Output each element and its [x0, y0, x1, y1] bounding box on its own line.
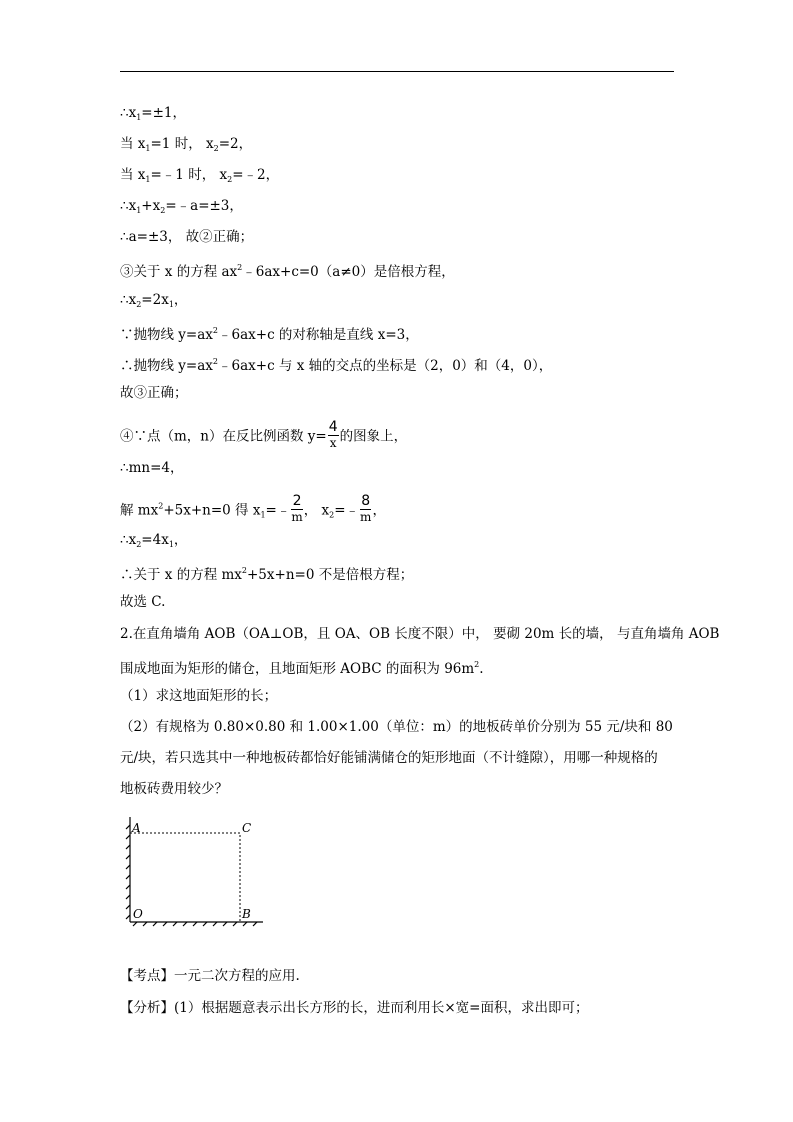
text-run: 故选 C. — [120, 594, 166, 610]
text-run: ∴x — [120, 198, 137, 214]
superscript: 2 — [237, 263, 243, 272]
text-run: =2x — [141, 292, 169, 308]
fraction — [328, 420, 339, 450]
text-run: =2， — [218, 136, 253, 152]
subscript: 1 — [168, 300, 174, 309]
solution-line — [120, 385, 188, 401]
text-run: ∴x — [120, 292, 137, 308]
subscript: 1 — [136, 206, 142, 215]
text-run: （2）有规格为 0.80×0.80 和 1.00×1.00（单位：m）的地板砖单价分别为 55 元/块和 80 — [120, 719, 673, 735]
wall-corner-figure — [125, 815, 265, 930]
fraction — [291, 494, 302, 524]
text-run: =﹣2， — [232, 167, 280, 183]
text-run: =﹣ — [334, 502, 360, 519]
wall-hatching-left — [126, 817, 130, 922]
fraction — [360, 494, 371, 524]
text-run: （1）求这地面矩形的长； — [120, 688, 278, 704]
text-run: 2.在直角墙角 AOB（OA⊥OB，且 OA、OB 长度不限）中， 要砌 20m 长的墙， 与直角墙角 AOB — [120, 626, 720, 642]
dotted-rectangle — [130, 833, 240, 922]
subscript: 1 — [168, 540, 174, 549]
text-run: ∴mn=4， — [120, 460, 184, 476]
text-run: ， — [372, 502, 386, 519]
solution-line — [120, 167, 279, 188]
solution-line — [120, 292, 187, 313]
subscript: 1 — [145, 175, 151, 184]
text-run: ∴x — [120, 532, 137, 548]
text-run: 围成地面为矩形的储仓，且地面矩形 AOBC 的面积为 96m — [120, 661, 475, 677]
solution-line — [120, 563, 413, 583]
text-run: ﹣6ax+c 的对称轴是直线 x=3， — [218, 327, 419, 343]
text-run: 当 x — [120, 136, 146, 152]
text-run: ④∵点（m，n）在反比例函数 y= — [120, 428, 327, 445]
fraction-denominator: m — [291, 510, 303, 524]
problem-line — [120, 688, 277, 704]
fraction-numerator: 2 — [292, 493, 302, 509]
superscript: 2 — [241, 566, 247, 575]
subscript: 2 — [136, 540, 142, 549]
solution-line — [120, 260, 455, 280]
solution-line — [120, 493, 386, 526]
text-run: =±1， — [141, 105, 187, 121]
fraction-denominator: m — [360, 510, 372, 524]
solution-line — [120, 419, 408, 452]
problem-line — [120, 657, 484, 677]
subscript: 2 — [213, 144, 219, 153]
text-run: 的图象上， — [339, 428, 408, 445]
label-o: O — [133, 907, 143, 921]
solution-line — [120, 594, 165, 610]
fraction-numerator: 4 — [328, 419, 338, 435]
subscript: 2 — [136, 300, 142, 309]
label-a: A — [132, 821, 141, 835]
text-run: ∵抛物线 y=ax — [120, 327, 213, 343]
text-run: =﹣a=±3， — [165, 198, 243, 214]
text-run: ， x — [303, 502, 330, 519]
subscript: 2 — [329, 510, 335, 520]
text-run: 解 mx — [120, 502, 159, 519]
wall-hatching-bottom — [130, 922, 263, 926]
subscript: 1 — [260, 510, 266, 520]
solution-line — [120, 136, 252, 157]
text-run: +x — [141, 198, 161, 214]
fraction-numerator: 8 — [361, 493, 371, 509]
text-run: =4x — [141, 532, 169, 548]
solution-line — [120, 105, 186, 126]
text-run: ， — [173, 532, 188, 548]
solution-line — [120, 460, 184, 476]
text-run: . — [479, 661, 484, 677]
text-run: ∴a=±3， 故②正确； — [120, 229, 254, 245]
label-c: C — [242, 821, 252, 835]
subscript: 2 — [160, 206, 166, 215]
solution-line — [120, 354, 552, 374]
text-run: ﹣6ax+c=0（a≠0）是倍根方程， — [242, 264, 455, 280]
text-run: ∴抛物线 y=ax — [120, 358, 213, 374]
problem-line — [120, 750, 658, 766]
solution-line — [120, 532, 187, 553]
text-run: 地板砖费用较少？ — [120, 781, 228, 797]
subscript: 2 — [227, 175, 233, 184]
header-rule — [120, 71, 674, 72]
text-run: 元/块，若只选其中一种地板砖都恰好能铺满储仓的矩形地面（不计缝隙），用哪一种规格的 — [120, 750, 658, 766]
label-b: B — [242, 907, 251, 921]
subscript: 1 — [136, 113, 142, 122]
text-run: +5x+n=0 不是倍根方程； — [247, 567, 414, 583]
text-run: ， — [173, 292, 188, 308]
text-run: =﹣1 时， x — [150, 167, 228, 183]
text-run: 故③正确； — [120, 385, 188, 401]
text-run: ∴关于 x 的方程 mx — [120, 567, 242, 583]
problem-line — [120, 719, 673, 735]
text-run: +5x+n=0 得 x — [163, 502, 261, 519]
text-run: ﹣6ax+c 与 x 轴的交点的坐标是（2，0）和（4，0）， — [218, 358, 553, 374]
solution-line — [120, 229, 253, 245]
solution-line — [120, 198, 243, 219]
problem-line — [120, 626, 719, 642]
subscript: 1 — [145, 144, 151, 153]
superscript: 2 — [212, 357, 218, 366]
problem-line — [120, 781, 228, 797]
solution-line — [120, 323, 419, 343]
fraction-denominator: x — [329, 436, 337, 450]
text-run: ③关于 x 的方程 ax — [120, 264, 238, 280]
kaodian-line — [120, 968, 300, 984]
text-run: 【考点】一元二次方程的应用. — [120, 968, 300, 984]
superscript: 2 — [158, 501, 164, 511]
text-run: 【分析】(1）根据题意表示出长方形的长，进而利用长×宽=面积，求出即可； — [120, 1000, 589, 1016]
superscript: 2 — [474, 660, 480, 669]
text-run: ∴x — [120, 105, 137, 121]
text-run: 当 x — [120, 167, 146, 183]
text-run: =﹣ — [265, 502, 291, 519]
superscript: 2 — [212, 326, 218, 335]
fenxi-line — [120, 1000, 588, 1016]
text-run: =1 时， x — [150, 136, 214, 152]
